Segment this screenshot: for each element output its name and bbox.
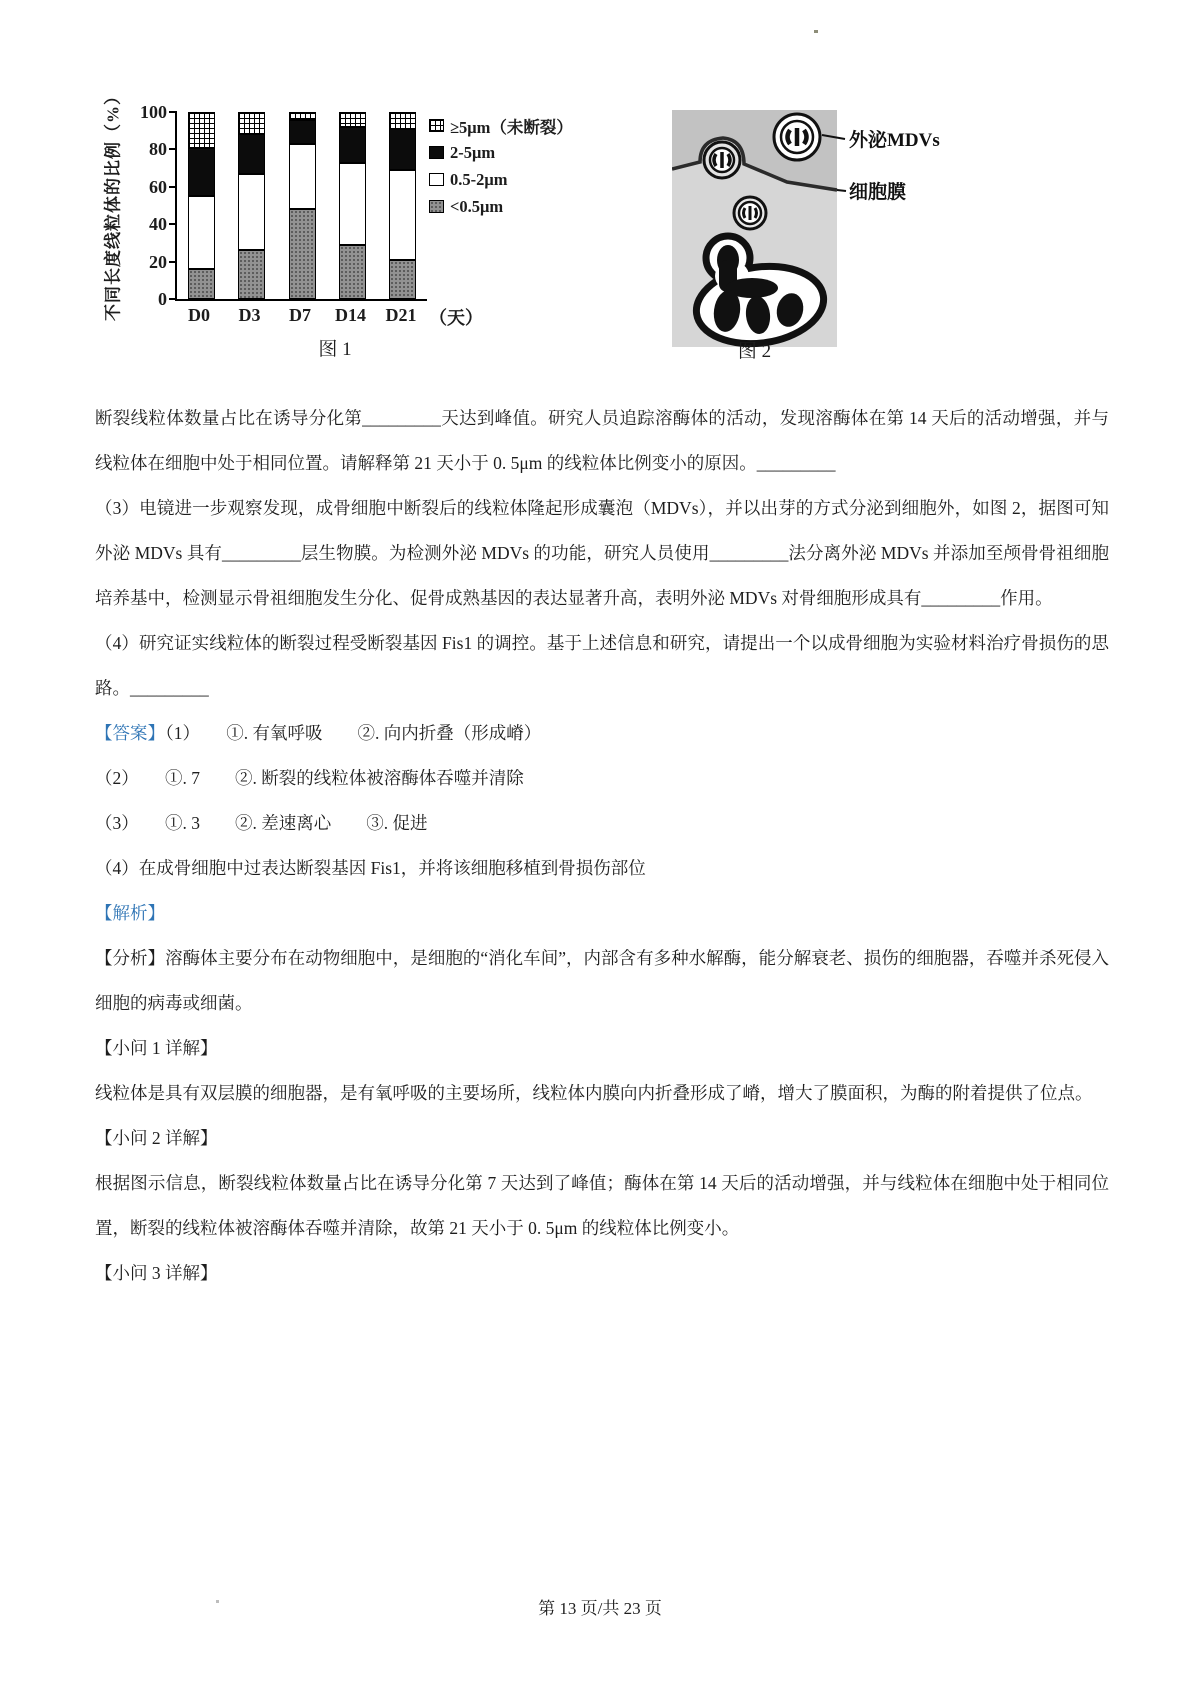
bar-segment [238,250,265,299]
bar-segment [289,112,316,119]
answer-paragraph: 【答案】（1） ①. 有氧呼吸 ②. 向内折叠（形成嵴） [95,723,542,743]
secreted-mdv-vesicle [774,114,820,160]
paragraph: 断裂线粒体数量占比在诱导分化第_________天达到峰值。研究人员追踪溶酶体的活动，发现溶酶体在第 14 天后的活动增强，并与线粒体在细胞中处于相同位置。请解释第 21 天小于 0. 5μm 的线粒体比例变小的原因。_________ [95,408,1109,473]
membrane-leader-line [837,190,846,191]
answer-paragraph: （2） ①. 7 ②. 断裂的线粒体被溶酶体吞噬并清除 [95,768,524,788]
legend-label: 0.5-2μm [450,169,508,189]
bar-segment [238,174,265,251]
legend-swatch-gray-icon [429,200,444,213]
bar-D3 [238,112,265,299]
legend-swatch-white-icon [429,173,444,186]
bar-segment [238,134,265,173]
y-axis-tick-mark [169,186,177,188]
cytoplasmic-mdv-vesicle [734,197,766,229]
answer-paragraph: （3） ①. 3 ②. 差速离心 ③. 促进 [95,813,428,833]
x-axis-tick-labels [175,306,425,326]
answer-paragraph: （4）在成骨细胞中过表达断裂基因 Fis1，并将该细胞移植到骨损伤部位 [95,858,646,878]
membrane-label: 细胞膜 [849,182,907,203]
legend-item [429,170,573,189]
bar-D7 [289,112,316,299]
y-axis-tick-label: 20 [149,251,167,272]
bar-segment [389,112,416,129]
bar-segment [339,112,366,127]
x-axis-tick-label: D0 [188,305,210,325]
sub-question-heading: 【小问 3 详解】 [95,1263,218,1283]
bar-segment [339,127,366,163]
bar-D0 [188,112,215,299]
bar-segment [389,129,416,170]
y-axis-title: 不同长度线粒体的比例（%） [103,87,123,321]
sub-question-heading: 【小问 1 详解】 [95,1038,218,1058]
y-axis-tick-label: 60 [149,176,167,197]
legend-swatch-black-icon [429,146,444,159]
paragraph: （4）研究证实线粒体的断裂过程受断裂基因 Fis1 的调控。基于上述信息和研究，请提出一个以成骨细胞为实验材料治疗骨损伤的思路。_________ [95,633,1109,698]
x-axis-tick-label: D14 [335,305,366,325]
chart-plot-area [175,112,427,301]
bar-D14 [339,112,366,299]
figure1-caption: 图 1 [318,339,352,360]
sub-question-heading: 【小问 2 详解】 [95,1128,218,1148]
paragraph: 线粒体是具有双层膜的细胞器，是有氧呼吸的主要场所，线粒体内膜向内折叠形成了嵴，增大了膜面积，为酶的附着提供了位点。 [95,1083,1093,1103]
x-axis-tick-label: D7 [289,305,311,325]
figure2-caption: 图 2 [737,341,772,362]
figure2-em-image [672,110,982,355]
y-axis-tick-mark [169,261,177,263]
bar-segment [238,112,265,134]
y-axis-tick-mark [169,148,177,150]
scan-artifact-dot [814,30,818,33]
figure1-bar-chart [95,87,575,360]
y-axis-tick-label: 80 [149,139,167,160]
bar-segment [188,269,215,299]
legend-swatch-grid-icon [429,119,444,132]
analysis-label: 【解析】 [95,903,165,923]
paragraph: 【分析】溶酶体主要分布在动物细胞中，是细胞的“消化车间”，内部含有多种水解酶，能分解衰老、损伤的细胞器，吞噬并杀死侵入细胞的病毒或细菌。 [95,948,1109,1013]
em-image-canvas [672,110,982,350]
y-axis-tick-mark [169,223,177,225]
legend-label: <0.5μm [450,196,504,216]
chart-legend [429,116,573,224]
legend-label: ≥5μm（未断裂） [450,117,573,137]
y-axis-tick-label: 100 [140,102,167,122]
document-body [95,396,1109,1296]
bar-segment [289,144,316,209]
bar-segment [188,112,215,148]
bar-segment [389,170,416,260]
analysis-heading [95,891,1109,936]
y-axis-tick-mark [169,298,177,300]
legend-label: 2-5μm [450,142,496,162]
bar-segment [188,148,215,197]
bar-segment [188,196,215,269]
bar-segment [339,245,366,299]
chart-bars [177,112,427,299]
x-axis-tick-label: D3 [238,305,261,325]
y-axis-tick-labels [123,102,167,309]
mdvs-label: 外泌MDVs [849,130,940,151]
footer-page-number: 第 13 页/共 23 页 [538,1599,662,1618]
bar-segment [289,209,316,299]
x-axis-unit: （天） [429,308,483,328]
budding-mdv-vesicle [704,142,740,178]
paragraph: 根据图示信息，断裂线粒体数量占比在诱导分化第 7 天达到了峰值；酶体在第 14 天后的活动增强，并与线粒体在细胞中处于相同位置，断裂的线粒体被溶酶体吞噬并清除，故第 21 天小于 0. 5μm 的线粒体比例变小。 [95,1173,1109,1238]
y-axis-tick-label: 0 [158,289,167,309]
bar-D21 [389,112,416,299]
x-axis-tick-label: D21 [385,305,417,325]
bar-segment [339,163,366,245]
answer-label: 【答案】 [95,723,165,743]
bar-segment [289,120,316,144]
y-axis-tick-label: 40 [149,214,167,235]
legend-item [429,197,573,216]
legend-item [429,143,573,162]
legend-item [429,116,573,135]
paragraph: （3）电镜进一步观察发现，成骨细胞中断裂后的线粒体隆起形成囊泡（MDVs），并以出芽的方式分泌到细胞外，如图 2，据图可知外泌 MDVs 具有_________层生物膜。为检测外泌 MDVs 的功能，研究人员使用_________法分离外泌 MDVs 并添加至颅骨骨祖细胞培养基中，检测显示骨祖细胞发生分化、促骨成熟基因的表达显著升高，表明外泌 MDVs 对骨细胞形成具有_________作用。 [95,498,1109,608]
y-axis-tick-mark [169,111,177,113]
bar-segment [389,260,416,299]
